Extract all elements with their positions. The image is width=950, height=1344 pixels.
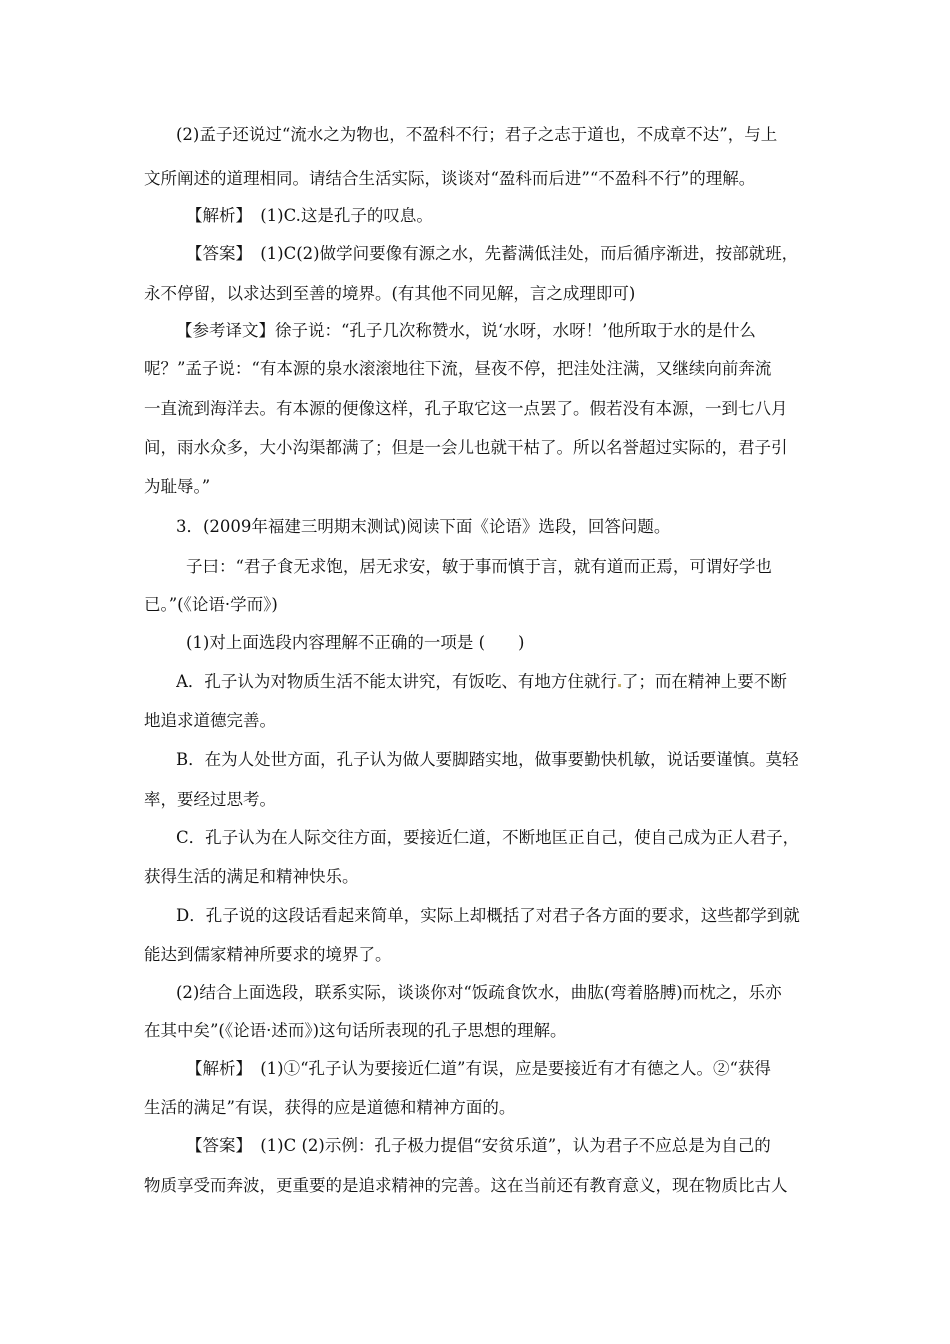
paragraph-line: 文所阐述的道理相同。请结合生活实际，谈谈对“盈科而后进”“不盈科不行”的理解。	[144, 169, 756, 188]
paragraph-line: 能达到儒家精神所要求的境界了。	[144, 945, 392, 964]
question-line: (1)对上面选段内容理解不正确的一项是 ( )	[186, 633, 525, 652]
paragraph-line: (2)孟子还说过“流水之为物也，不盈科不行；君子之志于道也，不成章不达”，与上	[176, 125, 778, 144]
answer-line: 【答案】 (1)C(2)做学问要像有源之水，先蓄满低洼处，而后循序渐进，按部就班，	[186, 244, 799, 263]
quote-line: 子曰：“君子食无求饱，居无求安，敏于事而慎于言，就有道而正焉，可谓好学也	[186, 557, 772, 576]
paragraph-line: 呢？”孟子说：“有本源的泉水滚滚地往下流，昼夜不停，把洼处注满，又继续向前奔流	[144, 359, 772, 378]
answer-line: 【答案】 (1)C (2)示例：孔子极力提倡“安贫乐道”，认为君子不应总是为自己的	[186, 1136, 771, 1155]
paragraph-line: 为耻辱。”	[144, 477, 211, 496]
paragraph-line: 率，要经过思考。	[144, 790, 276, 809]
paragraph-line: 永不停留，以求达到至善的境界。(有其他不同见解，言之成理即可)	[144, 284, 636, 303]
question-line: (2)结合上面选段，联系实际，谈谈你对“饭疏食饮水，曲肱(弯着胳膊)而枕之，乐亦	[176, 983, 782, 1002]
paragraph-line: 物质享受而奔波，更重要的是追求精神的完善。这在当前还有教育意义，现在物质比古人	[144, 1176, 788, 1195]
paragraph-line: 生活的满足”有误，获得的应是道德和精神方面的。	[144, 1098, 516, 1117]
quote-line: 已。”(《论语·学而》)	[144, 595, 278, 614]
analysis-line: 【解析】 (1)C.这是孔子的叹息。	[186, 206, 433, 225]
ink-mark	[618, 684, 621, 687]
paragraph-line: 获得生活的满足和精神快乐。	[144, 867, 359, 886]
translation-line: 【参考译文】徐子说：“孔子几次称赞水，说‘水呀，水呀！’他所取于水的是什么	[176, 321, 756, 340]
paragraph-line: 一直流到海洋去。有本源的便像这样，孔子取它这一点罢了。假若没有本源，一到七八月	[144, 399, 788, 418]
option-c-line: C．孔子认为在人际交往方面，要接近仁道，不断地匡正自己，使自己成为正人君子，	[176, 828, 800, 847]
analysis-line: 【解析】 (1)①“孔子认为要接近仁道”有误，应是要接近有才有德之人。②“获得	[186, 1059, 771, 1078]
option-a-line	[176, 671, 816, 693]
paragraph-line: 地追求道德完善。	[144, 711, 276, 730]
option-d-line: D．孔子说的这段话看起来简单，实际上却概括了对君子各方面的要求，这些都学到就	[176, 906, 800, 925]
option-a-text: A．孔子认为对物质生活不能太讲究，有饭吃、有地方住就行	[176, 672, 617, 691]
paragraph-line: 间，雨水众多，大小沟渠都满了；但是一会儿也就干枯了。所以名誉超过实际的，君子引	[144, 438, 788, 457]
option-b-line: B．在为人处世方面，孔子认为做人要脚踏实地，做事要勤快机敏，说话要谨慎。莫轻	[176, 750, 799, 769]
paragraph-line: 在其中矣”(《论语·述而》)这句话所表现的孔子思想的理解。	[144, 1021, 567, 1040]
question-heading: 3．(2009年福建三明期末测试)阅读下面《论语》选段，回答问题。	[176, 517, 671, 536]
option-a-text-cont: 了；而在精神上要不断	[621, 672, 787, 691]
